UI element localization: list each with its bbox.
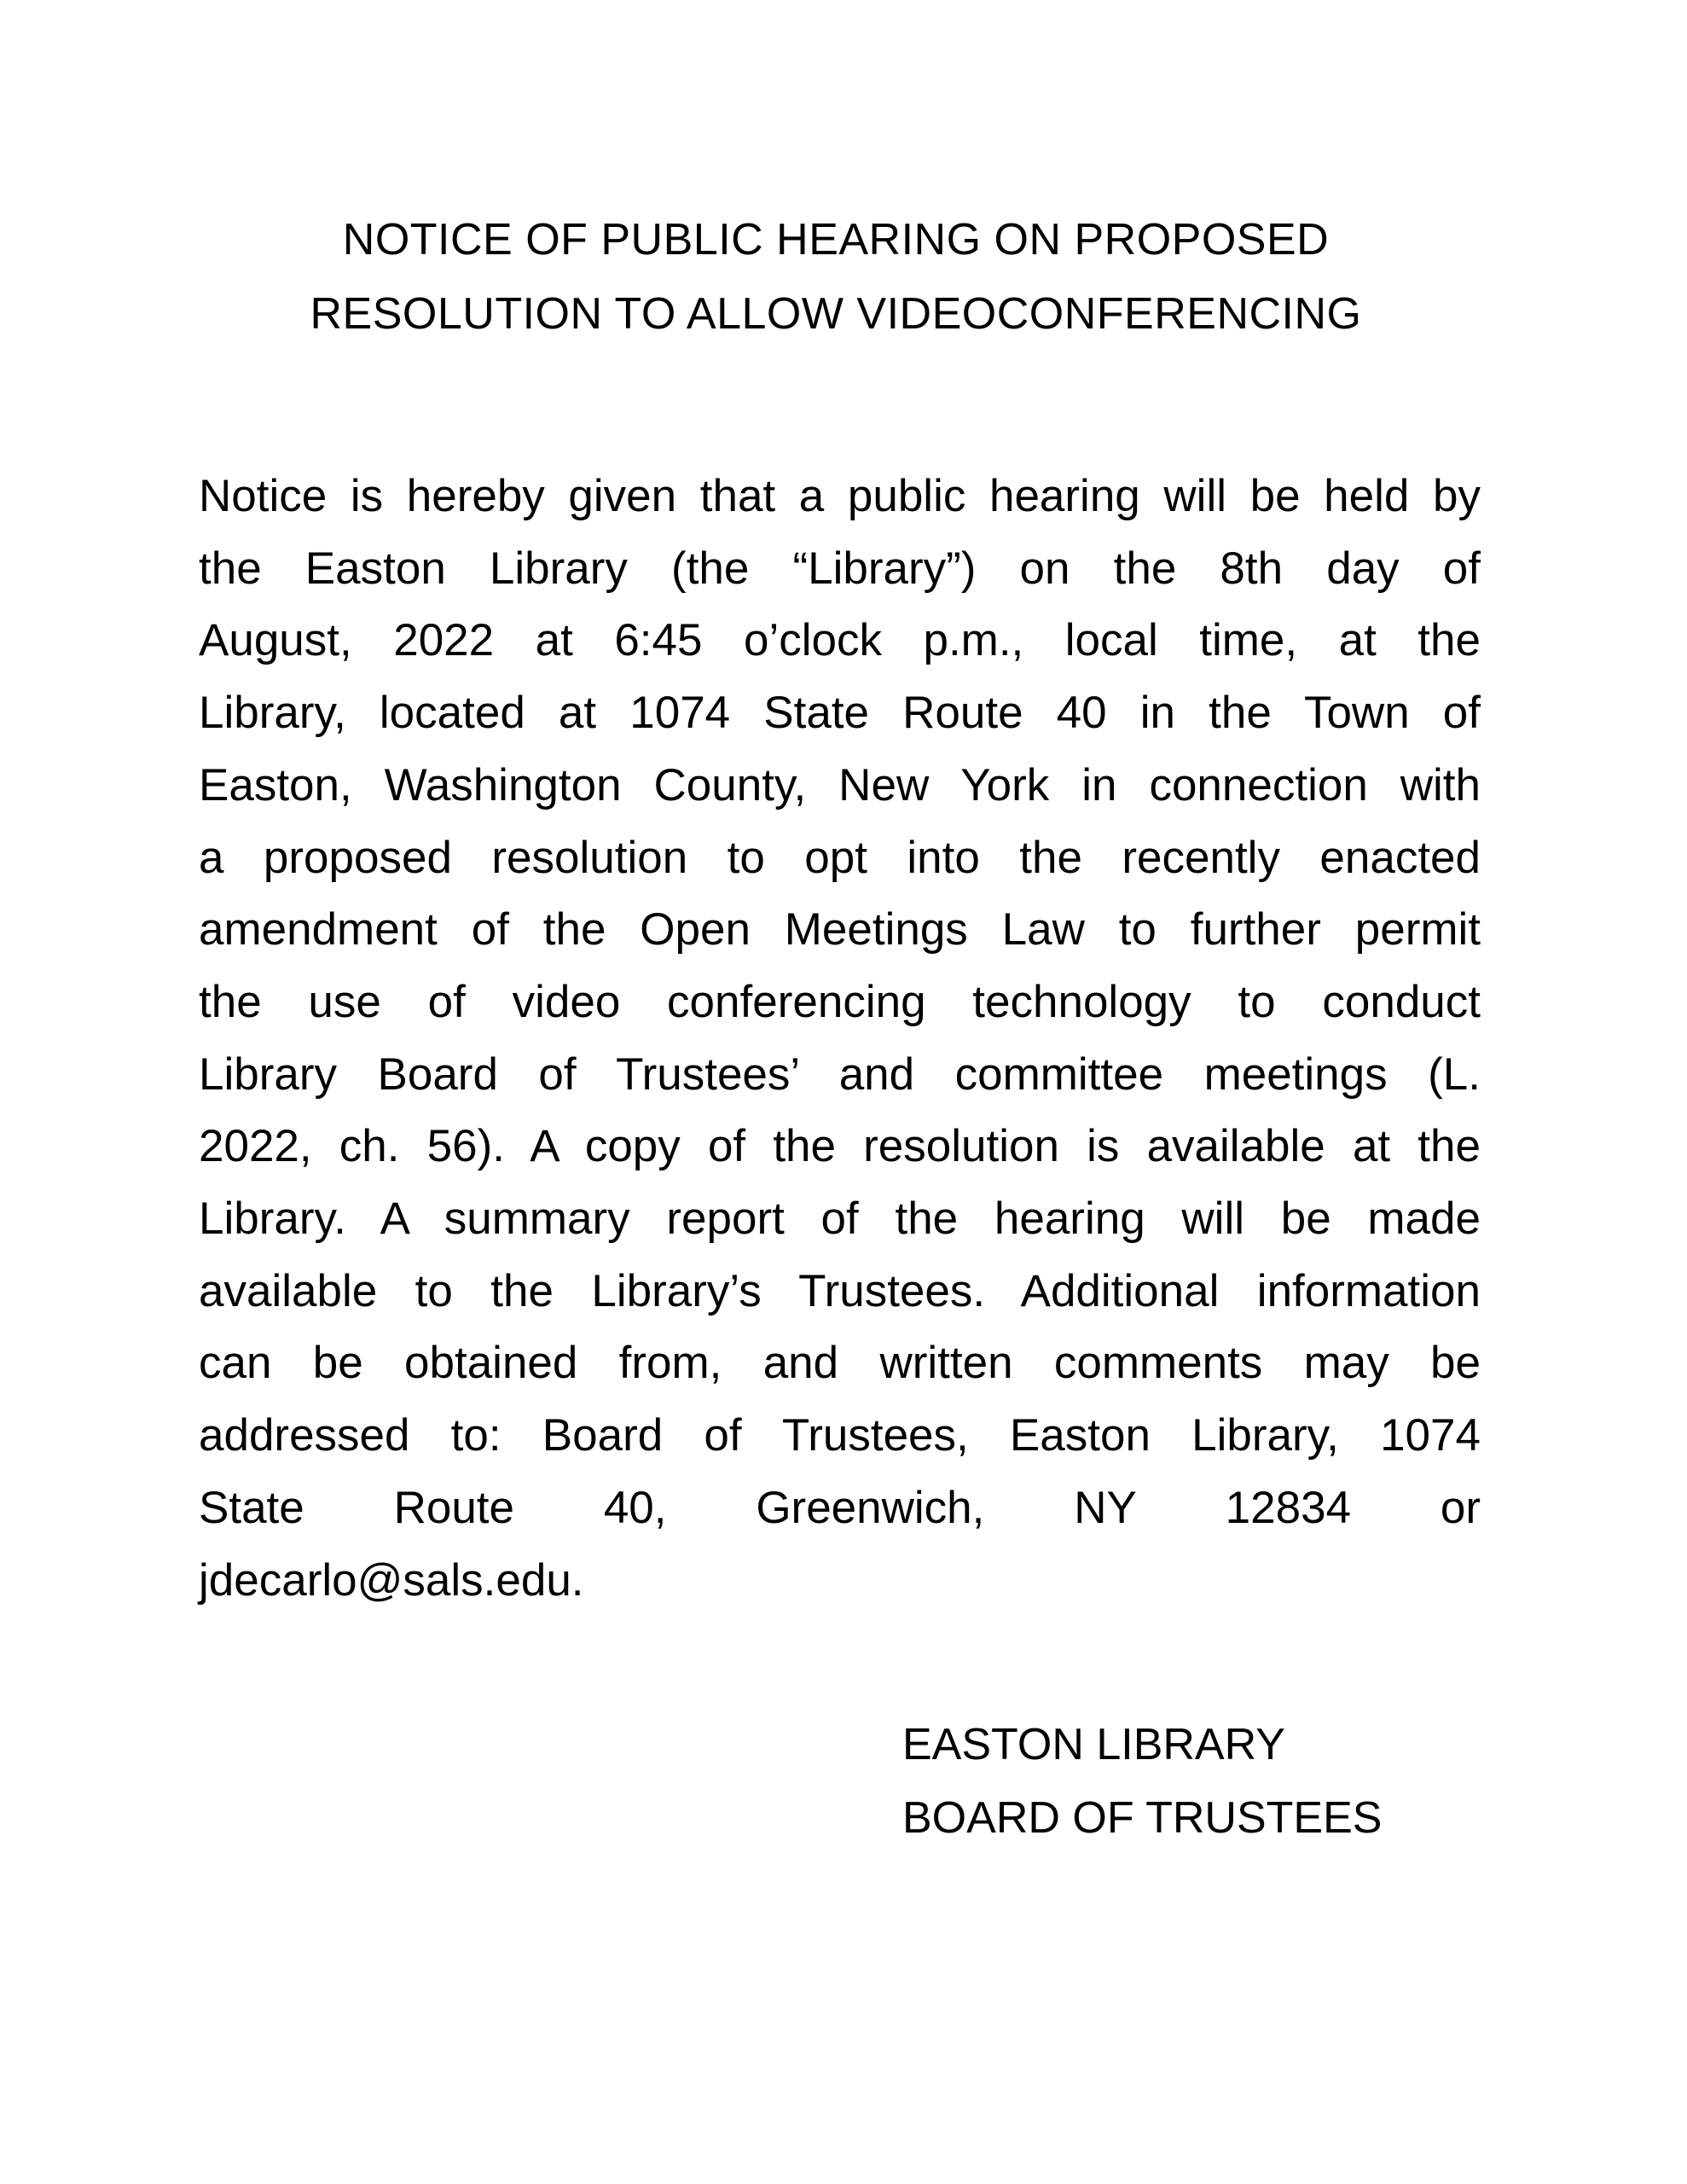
body-line: August, 2022 at 6:45 o’clock p.m., local time, at the [199,615,1481,666]
body-line: available to the Library’s Trustees. Additional information [199,1265,1481,1316]
body-line: State Route 40, Greenwich, NY 12834 or [199,1482,1481,1533]
body-line: a proposed resolution to opt into the recently enacted [199,832,1481,883]
title-line: NOTICE OF PUBLIC HEARING ON PROPOSED [342,215,1330,264]
body-line: can be obtained from, and written comments may be [199,1338,1481,1389]
title-line: RESOLUTION TO ALLOW VIDEOCONFERENCING [310,289,1362,339]
notice-title [196,203,1475,351]
signature-line: EASTON LIBRARY [902,1720,1285,1769]
body-line: Library Board of Trustees’ and committee meetings (L. [199,1048,1481,1100]
contact-email: jdecarlo@sals.edu. [199,1554,584,1606]
body-line: amendment of the Open Meetings Law to further permit [199,904,1481,956]
body-line: Library, located at 1074 State Route 40 in the Town of [199,688,1481,739]
body-line: the Easton Library (the “Library”) on the 8th day of [199,543,1481,594]
signature-line: BOARD OF TRUSTEES [902,1793,1383,1843]
notice-body [199,461,1481,1617]
body-line: addressed to: Board of Trustees, Easton Library, 1074 [199,1410,1481,1461]
body-line: Notice is hereby given that a public hearing will be held by [199,471,1481,521]
signature-block [902,1708,1382,1855]
body-line: Easton, Washington County, New York in connection with [199,759,1481,810]
body-line: Library. A summary report of the hearing will be made [199,1194,1481,1245]
body-line: the use of video conferencing technology to conduct [199,976,1481,1027]
body-line: 2022, ch. 56). A copy of the resolution is available at the [199,1121,1481,1172]
